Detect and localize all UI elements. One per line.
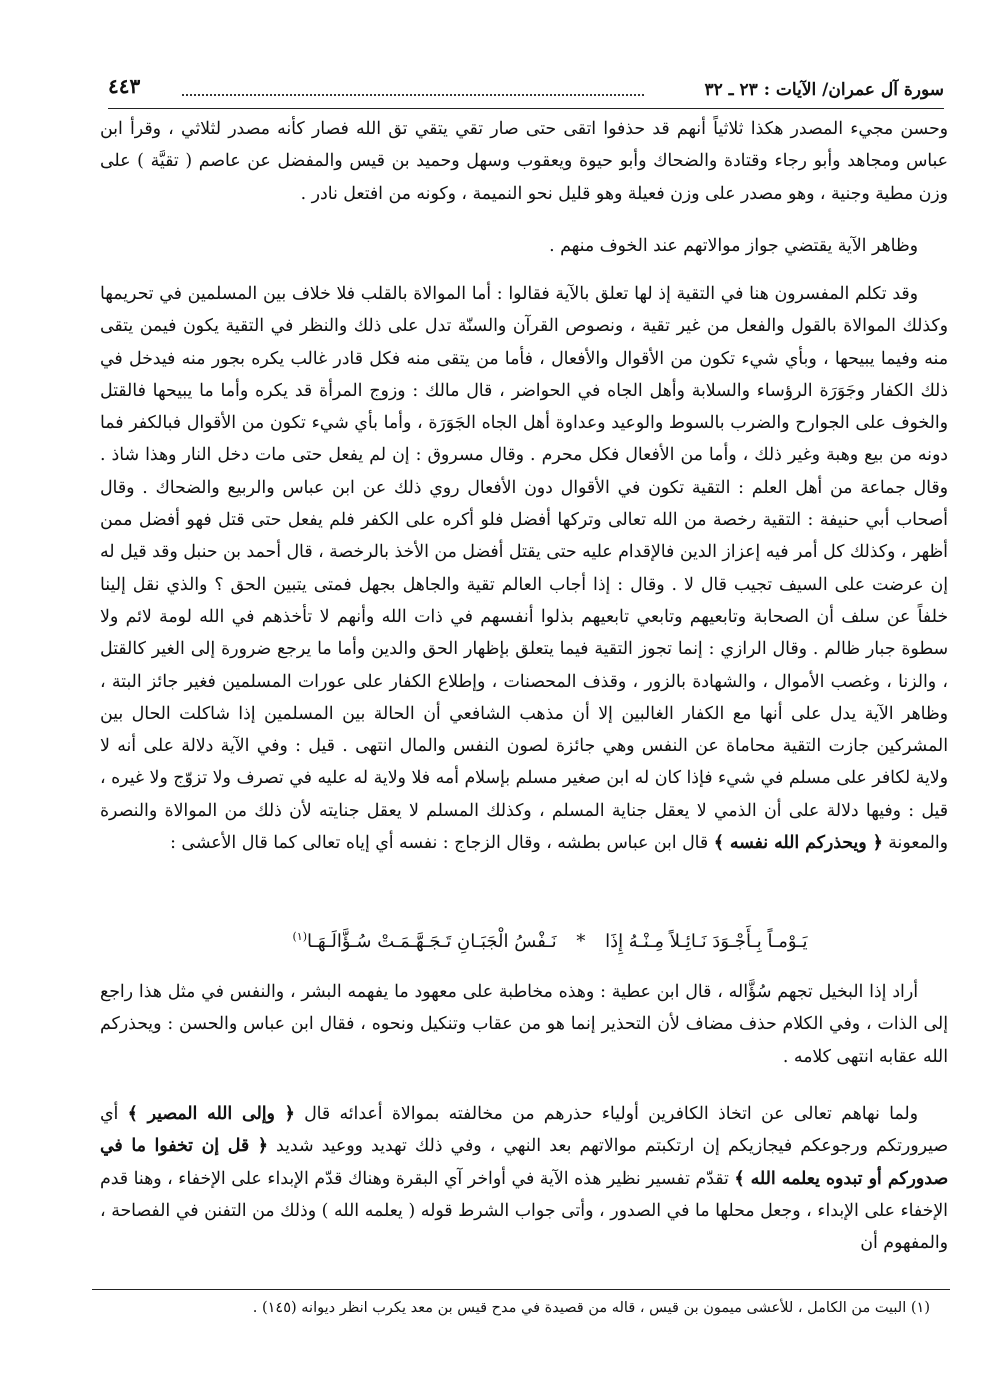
footnote: (١) البيت من الكامل ، للأعشى ميمون بن قيس ، قاله من قصيدة في مدح قيس بن معد يكرب انظر ديوانه (١٤٥) .: [252, 1300, 930, 1316]
paragraph-5: [100, 1098, 948, 1259]
paragraph-text: وقد تكلم المفسرون هنا في التقية إذ لها تعلق بالآية فقالوا : أما الموالاة بالقلب فلا خلاف بين المسلمين في تحريمها وكذلك الموالاة بالقول والفعل من غير تقية ، ونصوص القرآن والسنّة تدل على ذلك والنظر في التقية يكون فيمن يتقى منه وفيما يبيحها ، وبأي شيء تكون من الأقوال والأفعال ، فأما من يتقى منه فكل قادر غالب يكره بجور منه فيدخل في ذلك الكفار وجَوَرَة الرؤساء والسلابة وأهل الجاه في الحواضر ، قال مالك : وزوج المرأة قد يكره وأما ما يبيحها فالقتل والخوف على الجوارح والضرب بالسوط والوعيد وعداوة أهل الجاه الجَوَرَة ، وأما بأي شيء تكون من الأقوال فبالكفر فما دونه من بيع وهبة وغير ذلك ، وأما من الأفعال فكل محرم . وقال مسروق : إن لم يفعل حتى مات دخل النار وهذا شاذ . وقال جماعة من أهل العلم : التقية تكون في الأقوال دون الأفعال روي ذلك عن ابن عباس والربيع والضحاك . وقال أصحاب أبي حنيفة : التقية رخصة من الله تعالى وتركها أفضل فلو أكره على الكفر فلم يفعل حتى قتل فهو أفضل ممن أظهر ، وكذلك كل أمر فيه إعزاز الدين فالإقدام عليه حتى يقتل أفضل من الأخذ بالرخصة ، قال أحمد بن حنبل وقد قيل له إن عرضت على السيف تجيب قال لا . وقال : إذا أجاب العالم تقية والجاهل بجهل فمتى يتبين الحق ؟ والذي نقل إلينا خلفاً عن سلف أن الصحابة وتابعيهم وتابعي تابعيهم بذلوا أنفسهم في ذات الله وأنهم لا تأخذهم في الله لومة لائم ولا سطوة جبار ظالم . وقال الرازي : إنما تجوز التقية فيما يتعلق بإظهار الحق والدين وأما ما يرجع ضرورة إلى الغير كالقتل ، والزنا ، وغصب الأموال ، والشهادة بالزور ، وقذف المحصنات ، وإطلاع الكفار على عورات المسلمين فغير جائز البتة ، وظاهر الآية يدل على أنها مع الكفار الغالبين إلا أن مذهب الشافعي أن الحالة بين المسلمين إذا شاكلت الحال بين المشركين جازت التقية محاماة عن النفس وهي جائزة لصون النفس والمال انتهى . قيل : وفي الآية دلالة على أنه لا ولاية لكافر على مسلم في شيء فإذا كان له ابن صغير مسلم بإسلام أمه فلا ولاية له عليه في تصرف ولا تزوّج ولا غيره ، قيل : وفيها دلالة على أن الذمي لا يعقل جناية المسلم ، وكذلك المسلم لا يعقل جنايته لأن ذلك من الموالاة والنصرة والمعونة: [100, 284, 948, 854]
verse-hemistich-1: يَـوْمـاً بِـأَجْـوَدَ نَـائِـلاً مِـنْـهُ إِذَا: [605, 931, 808, 952]
paragraph-2: [100, 230, 948, 262]
paragraph-1: [100, 113, 948, 210]
paragraph-text: ولما نهاهم تعالى عن اتخاذ الكافرين أولياء حذرهم من مخالفته بموالاة أعدائه قال: [304, 1104, 918, 1124]
paragraph-text: أي صيرورتكم ورجوعكم فيجازيكم إن ارتكبتم موالاتهم بعد النهي ، وفي ذلك تهديد ووعيد شديد: [100, 1104, 948, 1157]
header-leader-dots: [182, 94, 644, 96]
page-number: ٤٤٣: [108, 74, 141, 98]
paragraph-4: [100, 976, 948, 1073]
footnote-reference: (١): [292, 930, 307, 943]
footnote-divider: [92, 1289, 950, 1290]
quran-quote: ﴿ قل إن تخفوا ما في صدوركم أو تبدوه يعلمه الله ﴾: [100, 1136, 948, 1189]
verse-hemistich-2: نَـفْسُ الْجَبَـانِ تَـجَـهَّـمَـتْ سُـؤَّالَـهَـا: [307, 931, 557, 952]
paragraph-3: [100, 278, 948, 859]
paragraph-text: أراد إذا البخيل تجهم سُؤَّاله ، قال ابن عطية : وهذه مخاطبة على معهود ما يفهمه البشر ، والنفس في مثل هذا راجع إلى الذات ، وفي الكلام حذف مضاف لأن التحذير إنما هو من عقاب وتنكيل ونحوه ، فقال ابن عباس والحسن : ويحذركم الله عقابه انتهى كلامه .: [100, 982, 948, 1067]
running-header: [108, 68, 944, 109]
paragraph-text: وظاهر الآية يقتضي جواز موالاتهم عند الخوف منهم .: [549, 236, 918, 256]
running-title: سورة آل عمران/ الآيات : ٢٣ ـ ٣٢: [704, 80, 944, 100]
paragraph-text: وحسن مجيء المصدر هكذا ثلاثياً أنهم قد حذفوا اتقى حتى صار تقي يتقي تق الله فصار كأنه مصدر لثلاثي ، وقرأ ابن عباس ومجاهد وأبو رجاء وقتادة والضحاك وأبو حيوة ويعقوب وسهل وحميد بن قيس والمفضل عن عاصم ( تقيَّة ) على وزن مطية وجنية ، وهو مصدر على وزن فعيلة وهو قليل نحو النميمة ، وكونه من افتعل نادر .: [100, 119, 948, 204]
paragraph-text-tail: قال ابن عباس بطشه ، وقال الزجاج : نفسه أي إياه تعالى كما قال الأعشى :: [170, 833, 709, 854]
poetry-verse: [190, 920, 910, 959]
quran-quote: ﴿ ويحذركم الله نفسه ﴾: [713, 833, 883, 854]
verse-separator: *: [576, 931, 586, 952]
quran-quote: ﴿ وإلى الله المصير ﴾: [127, 1104, 295, 1124]
paragraph-text: تقدّم تفسير نظير هذه الآية في أواخر آي البقرة وهناك قدّم الإبداء على الإخفاء ، وهنا قدم الإخفاء على الإبداء ، وجعل محلها ما في الصدور ، وأتى جواب الشرط قوله ( يعلمه الله ) وذلك من التفنن في الفصاحة ، والمفهوم أن: [100, 1168, 948, 1254]
